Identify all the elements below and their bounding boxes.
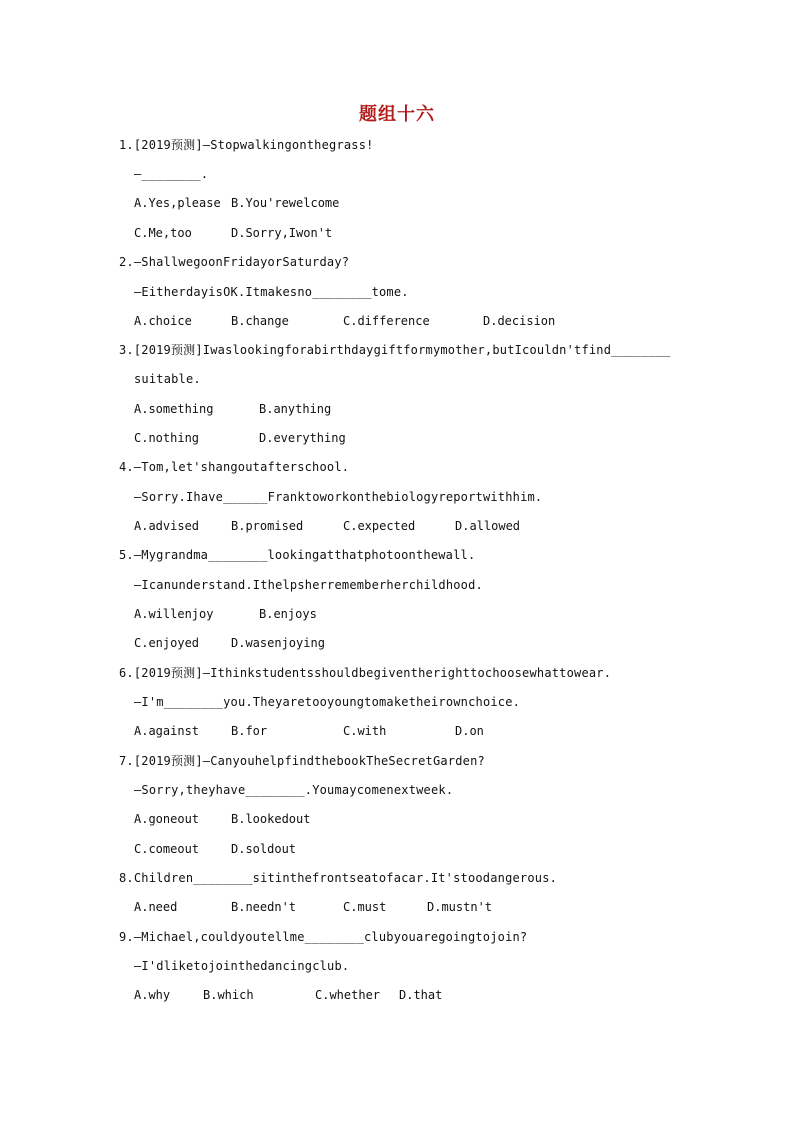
page-title: 题组十六 — [359, 104, 435, 125]
question-8-option-c: C.must — [343, 900, 387, 914]
question-7-option-b: B.lookedout — [231, 812, 311, 826]
question-6-option-c: C.with — [343, 724, 387, 738]
question-9-option-c: C.whether — [315, 988, 381, 1002]
question-8-option-d: D.mustn't — [427, 900, 493, 914]
question-7-response: —Sorry,theyhave________.Youmaycomenextweek. — [134, 783, 454, 797]
question-3-option-b: B.anything — [259, 402, 332, 416]
question-6-option-b: B.for — [231, 724, 268, 738]
question-6-option-a: A.against — [134, 724, 200, 738]
question-6-stem: 6.[2019预测]—Ithinkstudentsshouldbegiventherighttochoosewhattowear. — [119, 666, 612, 680]
question-9-stem: 9.—Michael,couldyoutellme________clubyouaregoingtojoin? — [119, 930, 528, 944]
question-1-option-c: C.Me,too — [134, 226, 192, 240]
question-2-option-b: B.change — [231, 314, 289, 328]
question-5-option-b: B.enjoys — [259, 607, 317, 621]
question-3-stem: 3.[2019预测]Iwaslookingforabirthdaygiftformymother,butIcouldn'tfind________ — [119, 343, 671, 357]
question-4-option-d: D.allowed — [455, 519, 521, 533]
question-1-option-d: D.Sorry,Iwon't — [231, 226, 333, 240]
question-3-continuation: suitable. — [134, 372, 201, 386]
question-4-option-c: C.expected — [343, 519, 416, 533]
question-4-stem: 4.—Tom,let'shangoutafterschool. — [119, 460, 350, 474]
question-7-option-c: C.comeout — [134, 842, 200, 856]
question-7-stem: 7.[2019预测]—CanyouhelpfindthebookTheSecretGarden? — [119, 754, 485, 768]
question-2-option-d: D.decision — [483, 314, 556, 328]
question-5-option-d: D.wasenjoying — [231, 636, 325, 650]
question-9-option-b: B.which — [203, 988, 254, 1002]
question-1-response: —________. — [134, 167, 209, 181]
question-9-option-a: A.why — [134, 988, 171, 1002]
question-4-response: —Sorry.Ihave______Franktoworkonthebiologyreportwithhim. — [134, 490, 543, 504]
question-9-response: —I'dliketojointhedancingclub. — [134, 959, 350, 973]
question-8-stem: 8.Children________sitinthefrontseatofacar.It'stoodangerous. — [119, 871, 558, 885]
question-1-stem: 1.[2019预测]—Stopwalkingonthegrass! — [119, 138, 374, 152]
question-4-option-b: B.promised — [231, 519, 304, 533]
question-5-stem: 5.—Mygrandma________lookingatthatphotoonthewall. — [119, 548, 476, 562]
question-2-option-c: C.difference — [343, 314, 430, 328]
question-7-option-d: D.soldout — [231, 842, 297, 856]
question-4-option-a: A.advised — [134, 519, 200, 533]
question-1-option-a: A.Yes,please — [134, 196, 221, 210]
question-5-option-a: A.willenjoy — [134, 607, 214, 621]
question-2-stem: 2.—ShallwegoonFridayorSaturday? — [119, 255, 350, 269]
question-2-option-a: A.choice — [134, 314, 192, 328]
question-5-option-c: C.enjoyed — [134, 636, 200, 650]
question-1-option-b: B.You'rewelcome — [231, 196, 340, 210]
question-6-option-d: D.on — [455, 724, 484, 738]
question-7-option-a: A.goneout — [134, 812, 200, 826]
question-3-option-d: D.everything — [259, 431, 346, 445]
question-8-option-a: A.need — [134, 900, 178, 914]
question-5-response: —Icanunderstand.Ithelpsherrememberherchildhood. — [134, 578, 483, 592]
question-8-option-b: B.needn't — [231, 900, 297, 914]
question-9-option-d: D.that — [399, 988, 443, 1002]
question-2-response: —EitherdayisOK.Itmakesno________tome. — [134, 285, 409, 299]
question-6-response: —I'm________you.Theyaretooyoungtomaketheirownchoice. — [134, 695, 521, 709]
question-3-option-a: A.something — [134, 402, 214, 416]
question-3-option-c: C.nothing — [134, 431, 200, 445]
